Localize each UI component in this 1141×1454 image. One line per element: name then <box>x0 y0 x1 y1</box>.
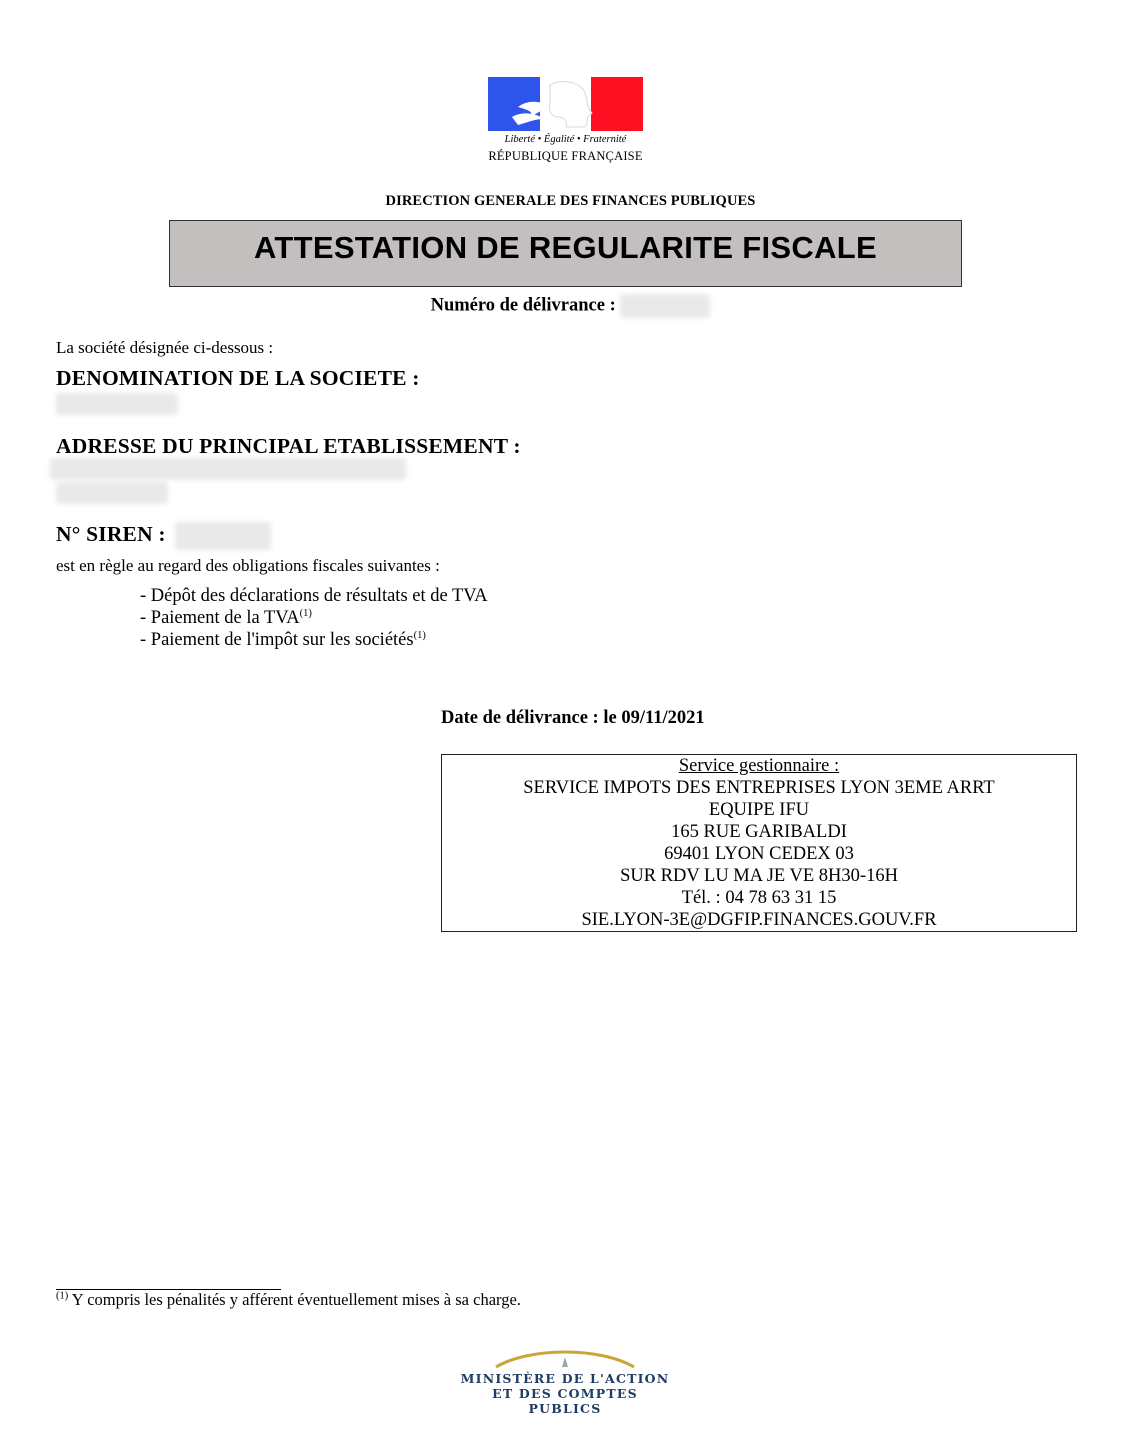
service-line: 69401 LYON CEDEX 03 <box>664 844 854 864</box>
direction-heading: DIRECTION GENERALE DES FINANCES PUBLIQUES <box>385 193 756 209</box>
ministry-logo <box>460 1345 670 1416</box>
address-label: ADRESSE DU PRINCIPAL ETABLISSEMENT : <box>56 434 521 458</box>
service-phone: Tél. : 04 78 63 31 15 <box>681 888 837 908</box>
ministry-line-2: ET DES COMPTES PUBLICS <box>492 1386 638 1416</box>
service-line: 165 RUE GARIBALDI <box>671 822 847 842</box>
redacted-address-line-1 <box>50 458 406 480</box>
marianne-logo <box>488 77 646 164</box>
ministry-arc-icon <box>490 1345 640 1371</box>
motto: Liberté • Égalité • Fraternité <box>504 134 627 145</box>
footnote-text: Y compris les pénalités y afférent éventuellement mises à sa charge. <box>68 1290 521 1309</box>
denomination-label: DENOMINATION DE LA SOCIETE : <box>56 366 420 390</box>
siren-label: N° SIREN : <box>56 522 166 546</box>
footnote-marker: (1) <box>56 1290 69 1302</box>
redacted-delivery-number <box>620 294 710 318</box>
title-box <box>169 220 962 287</box>
service-email: SIE.LYON-3E@DGFIP.FINANCES.GOUV.FR <box>581 910 937 930</box>
list-item: - Paiement de la TVA$^{(1)}$ <box>140 607 312 628</box>
siren-line <box>56 522 271 550</box>
service-box <box>441 754 1077 932</box>
obligations-list <box>140 585 488 651</box>
service-line: SUR RDV LU MA JE VE 8H30-16H <box>620 866 898 886</box>
delivery-number <box>0 294 1141 318</box>
list-item: - Dépôt des déclarations de résultats et de TVA <box>140 586 488 606</box>
republic-label: RÉPUBLIQUE FRANÇAISE <box>488 149 643 163</box>
redacted-siren <box>175 522 271 550</box>
footnote <box>56 1290 521 1310</box>
obligations-intro: est en règle au regard des obligations fiscales suivantes : <box>56 556 440 575</box>
marianne-flag-icon <box>488 77 643 131</box>
company-intro: La société désignée ci-dessous : <box>56 338 274 357</box>
delivery-number-label: Numéro de délivrance : <box>430 295 616 316</box>
list-item: - Paiement de l'impôt sur les sociétés$^{(1)}$ <box>140 629 426 650</box>
service-line: EQUIPE IFU <box>708 800 810 820</box>
ministry-line-1: MINISTÈRE DE L'ACTION <box>460 1371 670 1386</box>
redacted-denomination <box>56 393 178 415</box>
document-title: ATTESTATION DE REGULARITE FISCALE <box>254 230 877 265</box>
delivery-date: Date de délivrance : le 09/11/2021 <box>441 708 705 728</box>
service-line: SERVICE IMPOTS DES ENTREPRISES LYON 3EME ARRT <box>523 778 995 798</box>
service-heading: Service gestionnaire : <box>678 756 840 776</box>
redacted-address-line-2 <box>56 482 168 504</box>
